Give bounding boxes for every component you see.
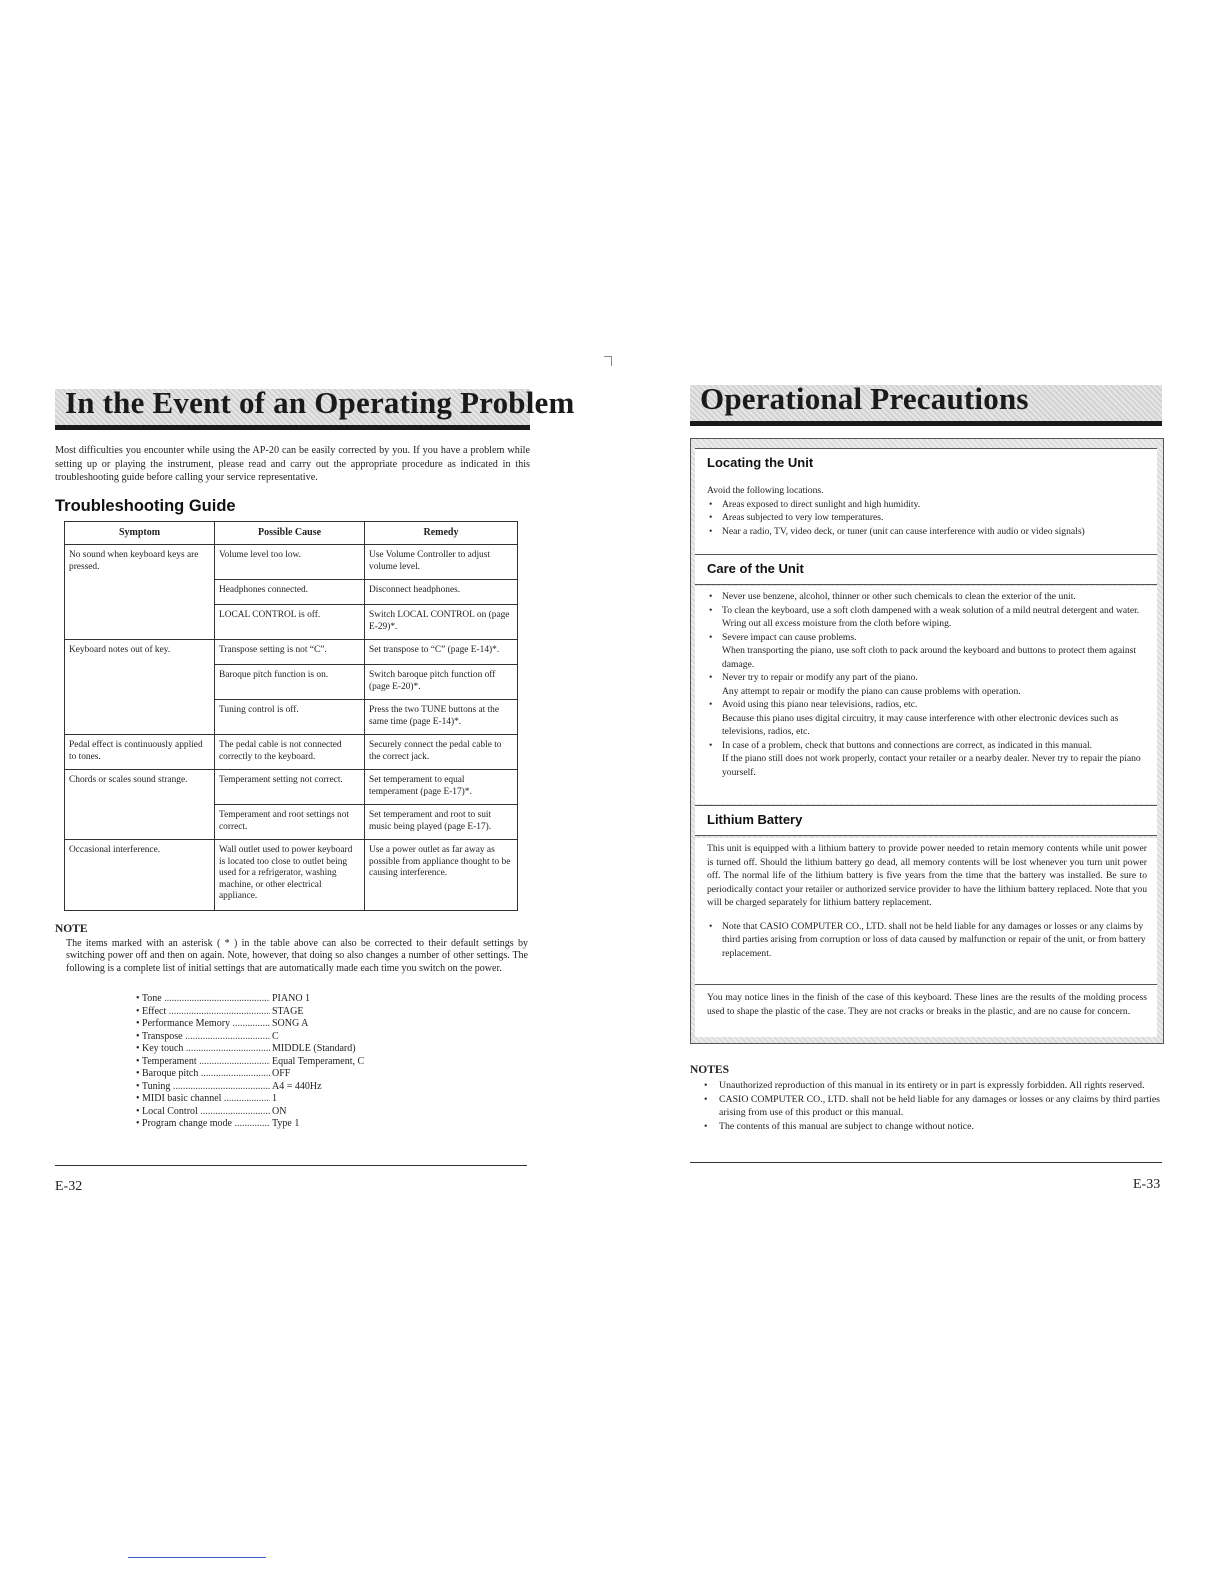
setting-value: ON bbox=[272, 1105, 287, 1117]
setting-row bbox=[136, 1018, 364, 1031]
care-item-text: Severe impact can cause problems. bbox=[722, 631, 857, 643]
list-item: • Areas subjected to very low temperatures. bbox=[707, 511, 1157, 525]
right-page bbox=[612, 0, 1224, 1584]
blue-underline bbox=[128, 1557, 266, 1558]
troubleshooting-table bbox=[64, 521, 518, 911]
setting-row bbox=[136, 1106, 364, 1119]
footer-rule bbox=[690, 1162, 1162, 1163]
setting-name: • Key touch ..... bbox=[136, 1043, 270, 1056]
setting-name: • Tuning ..... bbox=[136, 1081, 270, 1094]
battery-heading: Lithium Battery bbox=[707, 812, 803, 827]
cause-cell: LOCAL CONTROL is off. bbox=[215, 605, 365, 640]
cause-cell: Tuning control is off. bbox=[215, 700, 365, 735]
list-item bbox=[707, 698, 1147, 739]
care-header bbox=[695, 554, 1157, 585]
setting-name: • Effect ..... bbox=[136, 1006, 270, 1019]
notes-list bbox=[702, 1079, 1162, 1133]
remedy-cell: Disconnect headphones. bbox=[365, 580, 518, 605]
setting-value: Equal Temperament, C bbox=[272, 1055, 365, 1067]
setting-row bbox=[136, 1118, 364, 1131]
list-item bbox=[707, 671, 1147, 698]
setting-name: • MIDI basic channel ..... bbox=[136, 1093, 270, 1106]
notes-heading: NOTES bbox=[690, 1064, 729, 1076]
page-number: E-32 bbox=[55, 1179, 83, 1194]
remedy-cell: Press the two TUNE buttons at the same time (page E-14)*. bbox=[365, 700, 518, 735]
page-number: E-33 bbox=[1133, 1177, 1161, 1192]
page-title: Operational Precautions bbox=[700, 381, 1029, 416]
list-item bbox=[707, 739, 1147, 780]
symptom-cell: No sound when keyboard keys are pressed. bbox=[65, 545, 215, 640]
care-item-text: Avoid using this piano near televisions, radios, etc. bbox=[722, 699, 918, 710]
remedy-cell: Use Volume Controller to adjust volume level. bbox=[365, 545, 518, 580]
care-item-detail: When transporting the piano, use soft cloth to pack around the keyboard and buttons to protect them against damage. bbox=[722, 645, 1137, 670]
setting-name: • Local Control ..... bbox=[136, 1106, 270, 1119]
initial-settings-list bbox=[136, 993, 364, 1131]
table-row bbox=[65, 545, 518, 580]
setting-name: • Baroque pitch ..... bbox=[136, 1068, 270, 1081]
battery-header bbox=[695, 805, 1157, 836]
care-body bbox=[695, 586, 1157, 804]
list-item: • Near a radio, TV, video deck, or tuner (unit can cause interference with audio or video signals) bbox=[707, 525, 1157, 539]
battery-text: This unit is equipped with a lithium battery to provide power needed to retain memory contents while unit power is turned off. Should the lithium battery go dead, all memory contents will be lost whenever you turn unit power off. The normal life of the lithium battery is five years from the time that the battery was installed. Be sure to periodically contact your retailer or authorized service provider to have the lithium battery replaced. Note that you will be charged separately for lithium battery replacement. bbox=[707, 843, 1147, 908]
header-remedy: Remedy bbox=[365, 522, 518, 545]
battery-body bbox=[695, 838, 1157, 984]
list-item: • Areas exposed to direct sunlight and high humidity. bbox=[707, 498, 1157, 512]
cause-cell: Temperament and root settings not correct. bbox=[215, 805, 365, 840]
section-heading: Troubleshooting Guide bbox=[55, 497, 236, 515]
care-list bbox=[695, 590, 1157, 779]
symptom-cell: Pedal effect is continuously applied to tones. bbox=[65, 735, 215, 770]
setting-name: • Performance Memory ..... bbox=[136, 1018, 270, 1031]
setting-row bbox=[136, 1031, 364, 1044]
locating-list bbox=[695, 498, 1157, 539]
footer-rule bbox=[55, 1165, 527, 1166]
list-item: • Unauthorized reproduction of this manual in its entirety or in part is expressly forbidden. All rights reserved. bbox=[702, 1079, 1162, 1093]
care-item-detail: Any attempt to repair or modify the piano can cause problems with operation. bbox=[722, 685, 1021, 697]
symptom-cell: Chords or scales sound strange. bbox=[65, 770, 215, 840]
setting-value: 1 bbox=[272, 1093, 277, 1104]
setting-name: • Temperament ..... bbox=[136, 1056, 270, 1069]
setting-row bbox=[136, 993, 364, 1006]
setting-row bbox=[136, 1093, 364, 1106]
table-row bbox=[65, 735, 518, 770]
setting-row bbox=[136, 1006, 364, 1019]
setting-value: OFF bbox=[272, 1068, 291, 1079]
setting-value: SONG A bbox=[272, 1018, 309, 1029]
remedy-cell: Set transpose to “C” (page E-14)*. bbox=[365, 640, 518, 665]
care-heading: Care of the Unit bbox=[707, 561, 804, 576]
finish-note-text: You may notice lines in the finish of the case of this keyboard. These lines are the results of the molding process used to shape the plastic of the case. They are not cracks or breaks in the plastic, and are no cause for concern. bbox=[707, 992, 1147, 1017]
cause-cell: Headphones connected. bbox=[215, 580, 365, 605]
list-item: • CASIO COMPUTER CO., LTD. shall not be held liable for any damages or losses or any claims by third parties arising from use of this product or this manual. bbox=[702, 1093, 1162, 1120]
cause-cell: Wall outlet used to power keyboard is located too close to outlet being used for a refrigerator, washing machine, or other electrical appliance. bbox=[215, 840, 365, 911]
setting-row bbox=[136, 1056, 364, 1069]
finish-note-box bbox=[695, 984, 1157, 1037]
setting-name: • Program change mode ..... bbox=[136, 1118, 270, 1131]
battery-list bbox=[695, 910, 1157, 961]
setting-value: A4 = 440Hz bbox=[272, 1080, 322, 1092]
locating-body bbox=[695, 478, 1157, 558]
setting-row bbox=[136, 1081, 364, 1094]
header-symptom: Symptom bbox=[65, 522, 215, 545]
care-item-detail: If the piano still does not work properly, contact your retailer or a nearby dealer. Never try to repair the piano yourself. bbox=[722, 753, 1141, 778]
setting-value: STAGE bbox=[272, 1005, 304, 1017]
table-row bbox=[65, 770, 518, 805]
care-item-text: In case of a problem, check that buttons and connections are correct, as indicated in this manual. bbox=[722, 739, 1093, 751]
care-item-text: Never try to repair or modify any part of the piano. bbox=[722, 672, 918, 683]
table-header-row bbox=[65, 522, 518, 545]
table-row bbox=[65, 840, 518, 911]
note-paragraph: The items marked with an asterisk ( * ) in the table above can also be corrected to their default settings by switching power off and then on again. Note, however, that doing so also changes a number of other settings. The following is a complete list of initial settings that are automatically made each time you switch on the power. bbox=[66, 938, 528, 974]
locating-intro: Avoid the following locations. bbox=[707, 485, 824, 496]
care-item-detail: Because this piano uses digital circuitry, it may cause interference with other electronic devices such as televisions, radios, etc. bbox=[722, 712, 1119, 737]
setting-row bbox=[136, 1043, 364, 1056]
list-item bbox=[707, 590, 1147, 604]
page-title: In the Event of an Operating Problem bbox=[65, 385, 575, 420]
title-rule bbox=[690, 421, 1162, 426]
remedy-cell: Set temperament and root to suit music being played (page E-17). bbox=[365, 805, 518, 840]
care-item-text: Never use benzene, alcohol, thinner or other such chemicals to clean the exterior of the unit. bbox=[722, 591, 1076, 602]
cause-cell: Transpose setting is not “C”. bbox=[215, 640, 365, 665]
locating-header bbox=[695, 448, 1157, 479]
cause-cell: Temperament setting not correct. bbox=[215, 770, 365, 805]
remedy-cell: Switch LOCAL CONTROL on (page E-29)*. bbox=[365, 605, 518, 640]
symptom-cell: Keyboard notes out of key. bbox=[65, 640, 215, 735]
table-row bbox=[65, 640, 518, 665]
title-banner bbox=[690, 381, 1162, 421]
remedy-cell: Switch baroque pitch function off (page E-20)*. bbox=[365, 665, 518, 700]
header-cause: Possible Cause bbox=[215, 522, 365, 545]
setting-name: • Tone ..... bbox=[136, 993, 270, 1006]
note-heading: NOTE bbox=[55, 923, 88, 935]
cause-cell: Volume level too low. bbox=[215, 545, 365, 580]
intro-paragraph: Most difficulties you encounter while using the AP-20 can be easily corrected by you. If you have a problem while setting up or playing the instrument, please read and carry out the appropriate procedure as indicated in this troubleshooting guide before calling your service representative. bbox=[55, 445, 530, 483]
setting-value: Type 1 bbox=[272, 1118, 300, 1129]
cause-cell: The pedal cable is not connected correctly to the keyboard. bbox=[215, 735, 365, 770]
remedy-cell: Set temperament to equal temperament (page E-17)*. bbox=[365, 770, 518, 805]
locating-heading: Locating the Unit bbox=[707, 455, 814, 470]
cause-cell: Baroque pitch function is on. bbox=[215, 665, 365, 700]
setting-value: MIDDLE (Standard) bbox=[272, 1043, 356, 1054]
title-banner bbox=[55, 385, 575, 425]
title-rule bbox=[55, 425, 530, 430]
setting-value: C bbox=[272, 1030, 279, 1042]
list-item: • Note that CASIO COMPUTER CO., LTD. shall not be held liable for any damages or losses or any claims by third parties arising from corruption or loss of data caused by malfunction or repair of the unit, or from battery replacement. bbox=[707, 920, 1147, 961]
setting-row bbox=[136, 1068, 364, 1081]
setting-value: PIANO 1 bbox=[272, 993, 311, 1004]
remedy-cell: Use a power outlet as far away as possible from appliance thought to be causing interference. bbox=[365, 840, 518, 911]
remedy-cell: Securely connect the pedal cable to the correct jack. bbox=[365, 735, 518, 770]
symptom-cell: Occasional interference. bbox=[65, 840, 215, 911]
list-item bbox=[707, 604, 1147, 631]
care-item-text: To clean the keyboard, use a soft cloth dampened with a weak solution of a mild neutral detergent and water. Wring out all excess moisture from the cloth before wiping. bbox=[722, 604, 1140, 629]
list-item: • The contents of this manual are subject to change without notice. bbox=[702, 1120, 1162, 1134]
list-item bbox=[707, 631, 1147, 672]
setting-name: • Transpose ..... bbox=[136, 1031, 270, 1044]
